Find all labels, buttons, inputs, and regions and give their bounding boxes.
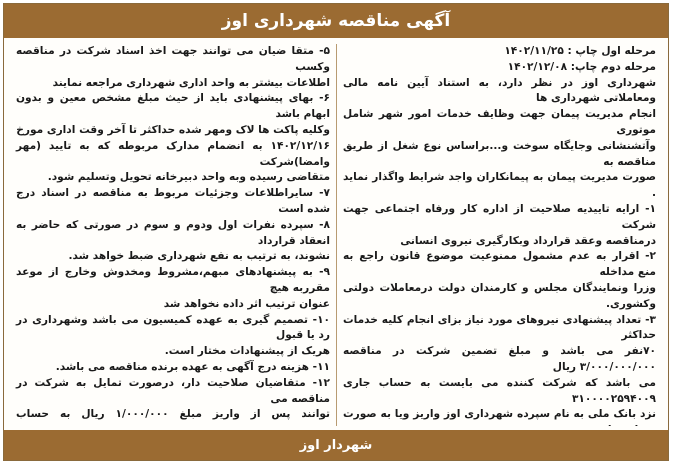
text-line: مرحله دوم چاپ: ۱۴۰۲/۱۲/۰۸ xyxy=(507,60,656,73)
text-line: ۷۰نفر می باشد و مبلغ تضمین شرکت در مناقصه ۳/۰۰۰/۰۰۰/۰۰۰ ریال xyxy=(343,345,656,373)
text-line: وکلیه پاکت ها لاک ومهر شده حداکثر تا آخر وقت اداری مورخ xyxy=(16,123,330,136)
text-line: ۱- ارایه تاییدیه صلاحیت از اداره کار ورفاه اجتماعی جهت شرکت xyxy=(343,202,656,231)
text-line: می باشد که شرکت کننده می بایست به حساب جاری ۳۱۰۰۰۰۲۵۹۴۰۰۹ xyxy=(343,376,656,405)
text-line: صورت مدیریت پیمان به پیمانکاران واجد شرایط واگذار نماید . xyxy=(343,171,656,200)
text-line: عنوان ترتیب اثر داده نخواهد شد xyxy=(163,297,330,310)
text-line: مرحله اول چاپ : ۱۴۰۲/۱۱/۲۵ xyxy=(504,45,656,57)
text-line: ۲- اقرار به عدم مشمول ممنوعیت موضوع قانون راجع به منع مداخله xyxy=(343,250,656,279)
mayor-signature: شهردار اوز xyxy=(299,437,373,453)
text-line: ۵- متقا ضیان می توانند جهت اخذ اسناد شرکت در مناقصه وکسب xyxy=(16,45,330,73)
text-line: اطلاعات بیشتر به واحد اداری شهرداری مراجعه نمایند xyxy=(52,76,330,89)
notice-header xyxy=(4,4,668,38)
text-line: ۱۲- متقاضیان صلاحیت دار، درصورت تمایل به شرکت در مناقصه می xyxy=(16,376,330,405)
text-line: ۶- بهای پیشنهادی باید از حیث مبلغ مشخص معین و بدون ابهام باشد xyxy=(16,92,330,121)
text-line: متقاضی رسیده وبه واحد دبیرخانه تحویل وتسلیم شود. xyxy=(47,171,330,184)
text-line: انجام مدیریت پیمان جهت وظایف خدمات امور شهر شامل موتوری xyxy=(343,108,656,136)
text-line: شهرداری اوز در نظر دارد، به استناد آیین نامه مالی ومعاملاتی شهرداری ها xyxy=(343,76,656,105)
text-line: ۸- سپرده نفرات اول ودوم و سوم در صورتی که حاضر به انعقاد قرارداد xyxy=(16,218,330,247)
right-column xyxy=(336,44,662,426)
text-line: وآتشنشانی وجایگاه سوخت و...براساس نوع شغل از طریق مناقصه به xyxy=(343,139,656,168)
tender-notice xyxy=(3,3,669,461)
text-line: درمناقصه وعقد قرارداد وبکارگیری نیروی انسانی xyxy=(400,234,656,247)
text-line: توانند پس از واریز مبلغ ۱/۰۰۰/۰۰۰ ریال به حساب xyxy=(16,408,330,421)
text-line: هریک از پیشنهادات مختار است. xyxy=(164,345,330,358)
text-line: ۳- تعداد پیشنهادی نیروهای مورد نیاز بزای انجام کلیه خدمات حداکثر xyxy=(343,313,656,342)
notice-title: آگهی مناقصه شهرداری اوز xyxy=(221,11,451,31)
left-column xyxy=(10,44,336,426)
notice-body xyxy=(10,44,662,426)
text-line: ۷- سایراطلاعات وجزئیات مربوط به مناقصه در اسناد درج شده است xyxy=(16,187,330,215)
text-line: نشوند، به ترتیب به نفع شهرداری ضبط خواهد شد. xyxy=(68,250,330,263)
text-line: وزرا ونمایندگان مجلس و کارمندان دولت درمعاملات دولتی وکشوری. xyxy=(343,281,656,310)
text-line: نزد بانک ملی به نام سپرده شهرداری اوز واریز ویا به صورت xyxy=(343,408,656,421)
text-line: ۱۰- تصمیم گیری به عهده کمیسیون می باشد وشهرداری در رد یا قبول xyxy=(16,313,330,342)
notice-footer xyxy=(4,430,668,460)
text-line: ۱۱- هزینه درج آگهی به عهده برنده مناقصه می باشد. xyxy=(55,360,330,373)
text-line: ۹- به پیشنهادهای مبهم،مشروط ومخدوش وخارج از موعد مقرربه هیچ xyxy=(16,266,330,294)
text-line: ۱۴۰۲/۱۲/۱۶ به انضمام مدارک مربوطه که به تایید (مهر وامضا)شرکت xyxy=(16,139,330,168)
